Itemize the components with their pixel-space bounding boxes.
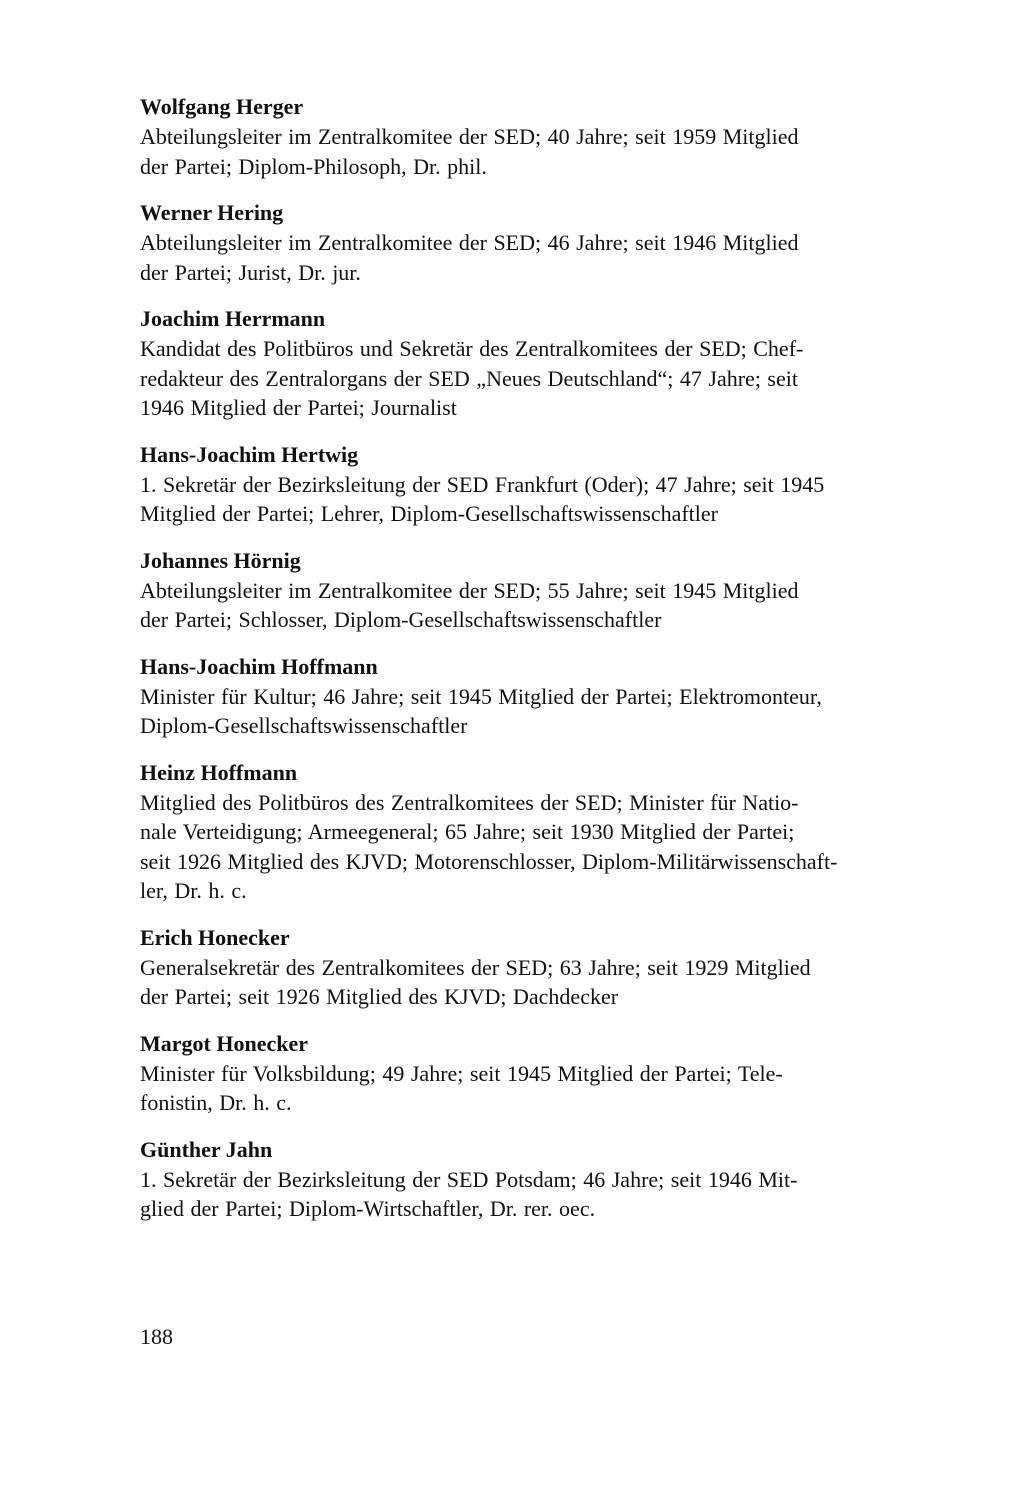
entry-johannes-hoernig — [140, 546, 960, 635]
description-line: 1946 Mitglied der Partei; Journalist — [140, 395, 457, 420]
description-line: Kandidat des Politbüros und Sekretär des Zentralkomitees der SED; Chef- — [140, 336, 804, 361]
entry-name: Hans-Joachim Hoffmann — [140, 653, 378, 679]
entry-margot-honecker — [140, 1029, 960, 1118]
page-number: 188 — [140, 1324, 173, 1349]
entry-erich-honecker — [140, 923, 960, 1012]
entry-description — [140, 953, 960, 1012]
entry-joachim-herrmann — [140, 304, 960, 423]
entry-hans-joachim-hoffmann — [140, 652, 960, 741]
description-line: 1. Sekretär der Bezirksleitung der SED Potsdam; 46 Jahre; seit 1946 Mit- — [140, 1166, 798, 1192]
entry-description — [140, 1059, 960, 1118]
description-line: 1. Sekretär der Bezirksleitung der SED Frankfurt (Oder); 47 Jahre; seit 1945 — [140, 471, 825, 497]
entry-name: Margot Honecker — [140, 1030, 308, 1056]
entry-name: Erich Honecker — [140, 924, 290, 950]
description-line: Mitglied der Partei; Lehrer, Diplom-Gesellschaftswissenschaftler — [140, 501, 718, 526]
entry-description — [140, 788, 960, 906]
entry-hans-joachim-hertwig — [140, 440, 960, 529]
description-line: der Partei; Schlosser, Diplom-Gesellschaftswissenschaftler — [140, 607, 662, 632]
description-line: der Partei; seit 1926 Mitglied des KJVD; Dachdecker — [140, 984, 619, 1009]
entry-description — [140, 122, 960, 181]
entry-name: Wolfgang Herger — [140, 94, 304, 119]
entry-heinz-hoffmann — [140, 758, 960, 906]
description-line: Generalsekretär des Zentralkomitees der SED; 63 Jahre; seit 1929 Mitglied — [140, 954, 811, 980]
entry-name: Johannes Hörnig — [140, 547, 301, 573]
description-line: Minister für Volksbildung; 49 Jahre; seit 1945 Mitglied der Partei; Tele- — [140, 1060, 783, 1086]
description-line: Abteilungsleiter im Zentralkomitee der SED; 46 Jahre; seit 1946 Mitglied — [140, 230, 799, 255]
document-page — [140, 92, 960, 1241]
description-line: nale Verteidigung; Armeegeneral; 65 Jahre; seit 1930 Mitglied der Partei; — [140, 819, 795, 844]
entry-description — [140, 576, 960, 635]
description-line: glied der Partei; Diplom-Wirtschaftler, Dr. rer. oec. — [140, 1196, 596, 1221]
description-line: fonistin, Dr. h. c. — [140, 1090, 292, 1115]
entry-name: Hans-Joachim Hertwig — [140, 441, 359, 467]
description-line: Mitglied des Politbüros des Zentralkomitees der SED; Minister für Natio- — [140, 789, 799, 815]
description-line: redakteur des Zentralorgans der SED „Neues Deutschland“; 47 Jahre; seit — [140, 365, 798, 391]
entry-description — [140, 334, 960, 423]
entry-description — [140, 228, 960, 287]
entry-werner-hering — [140, 198, 960, 287]
description-line: Minister für Kultur; 46 Jahre; seit 1945 Mitglied der Partei; Elektromonteur, — [140, 683, 822, 709]
entry-name: Joachim Herrmann — [140, 306, 326, 331]
description-line: Abteilungsleiter im Zentralkomitee der SED; 40 Jahre; seit 1959 Mitglied — [140, 124, 799, 149]
entry-name: Werner Hering — [140, 200, 284, 225]
description-line: der Partei; Jurist, Dr. jur. — [140, 259, 361, 285]
entry-guenther-jahn — [140, 1135, 960, 1224]
description-line: der Partei; Diplom-Philosoph, Dr. phil. — [140, 153, 487, 179]
entry-wolfgang-herger — [140, 92, 960, 181]
entry-name: Günther Jahn — [140, 1136, 273, 1162]
description-line: Diplom-Gesellschaftswissenschaftler — [140, 713, 468, 738]
description-line: ler, Dr. h. c. — [140, 878, 247, 903]
entry-name: Heinz Hoffmann — [140, 759, 298, 785]
entry-description — [140, 1165, 960, 1224]
description-line: Abteilungsleiter im Zentralkomitee der SED; 55 Jahre; seit 1945 Mitglied — [140, 577, 799, 603]
entry-description — [140, 470, 960, 529]
description-line: seit 1926 Mitglied des KJVD; Motorenschlosser, Diplom-Militärwissenschaft- — [140, 848, 838, 874]
entry-description — [140, 682, 960, 741]
